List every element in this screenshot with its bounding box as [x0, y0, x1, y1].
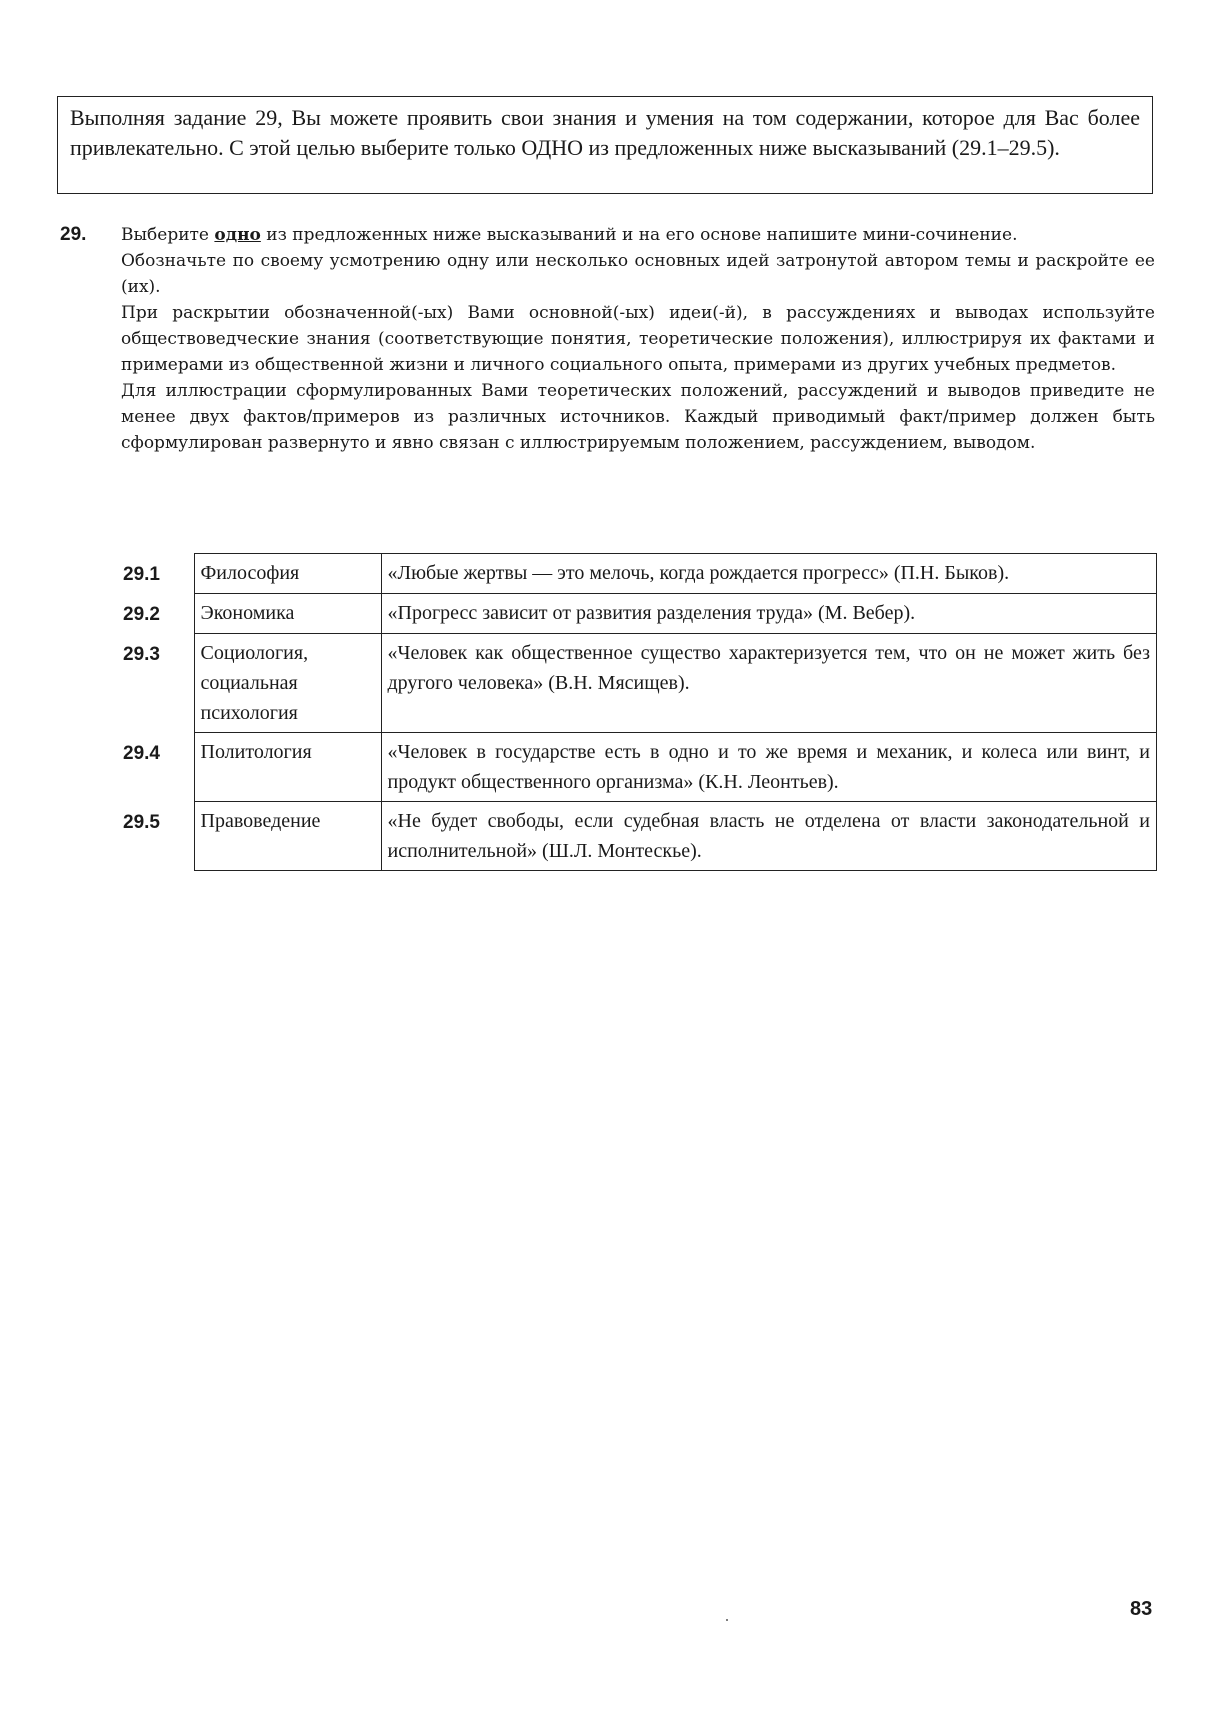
quote-text: «Не будет свободы, если судебная власть не отделена от власти законодательной и исполнительной» (Ш.Л. Монтескье). — [381, 802, 1157, 871]
page-number: 83 — [1130, 1598, 1153, 1620]
quote-number: 29.5 — [123, 811, 160, 833]
quote-number: 29.4 — [123, 742, 160, 764]
quote-number: 29.3 — [123, 643, 160, 665]
task-number: 29. — [60, 224, 87, 245]
table-row — [57, 554, 1157, 594]
quote-subject: Философия — [194, 554, 381, 594]
emphasis-one: одно — [214, 225, 261, 245]
quote-text: «Человек в государстве есть в одно и то же время и механик, и колеса или винт, и продукт общественного организма» (К.Н. Леонтьев). — [381, 733, 1157, 802]
task-instructions — [121, 222, 1155, 456]
quotes-table — [57, 553, 1157, 871]
quote-number: 29.2 — [123, 603, 160, 625]
quote-subject: Социология, социальная психология — [194, 634, 381, 733]
intro-box — [57, 96, 1153, 194]
table-row — [57, 733, 1157, 802]
instruction-paragraph-3: При раскрытии обозначенной(-ых) Вами основной(-ых) идеи(-й), в рассуждениях и выводах используйте обществоведческие знания (соответствующие понятия, теоретические положения), иллюстрируя их фактами и примерами из общественной жизни и личного социального опыта, примерами из других учебных предметов. — [121, 303, 1155, 375]
quote-number: 29.1 — [123, 563, 160, 585]
quote-subject: Политология — [194, 733, 381, 802]
table-row — [57, 594, 1157, 634]
quote-text: «Прогресс зависит от развития разделения труда» (М. Вебер). — [381, 594, 1157, 634]
quote-subject: Экономика — [194, 594, 381, 634]
intro-text: Выполняя задание 29, Вы можете проявить свои знания и умения на том содержании, которое для Вас более привлекательно. С этой целью выберите только ОДНО из предложенных ниже высказываний (29.1–29.5). — [70, 105, 1140, 160]
table-row — [57, 634, 1157, 733]
table-row — [57, 802, 1157, 871]
instruction-paragraph-1: Выберите одно из предложенных ниже высказываний и на его основе напишите мини-сочинение. — [121, 225, 1018, 245]
quote-subject: Правоведение — [194, 802, 381, 871]
quote-text: «Человек как общественное существо характеризуется тем, что он не может жить без другого человека» (В.Н. Мясищев). — [381, 634, 1157, 733]
scan-speck — [726, 1619, 728, 1621]
quote-text: «Любые жертвы — это мелочь, когда рождается прогресс» (П.Н. Быков). — [381, 554, 1157, 594]
instruction-paragraph-2: Обозначьте по своему усмотрению одну или несколько основных идей затронутой автором темы и раскройте ее (их). — [121, 251, 1155, 297]
instruction-paragraph-4: Для иллюстрации сформулированных Вами теоретических положений, рассуждений и выводов приведите не менее двух фактов/примеров из различных источников. Каждый приводимый факт/пример должен быть сформулирован развернуто и явно связан с иллюстрируемым положением, рассуждением, выводом. — [121, 381, 1155, 453]
